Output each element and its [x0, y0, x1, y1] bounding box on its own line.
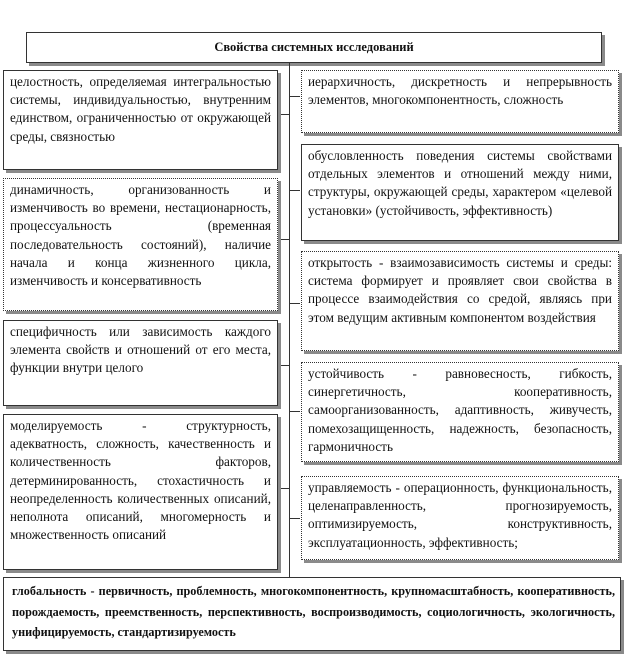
- property-box-hierarchy: иерархичность, дискретность и непрерывность элементов, многокомпонентность, сложность: [301, 70, 619, 133]
- connector-spine: [289, 63, 290, 577]
- property-box-stability: устойчивость - равновесность, гибкость, синергетичность, кооперативность, самоорганизованность, адаптивность, живучесть, помехозащищенность, надежность, безопасность, гармоничность: [301, 362, 619, 462]
- property-box-controllability: управляемость - операционность, функциональность, целенаправленность, прогнозируемость, оптимизируемость, конструктивность, эксплуатационность, эффективность;: [301, 476, 619, 560]
- property-box-modelability: моделируемость - структурность, адекватность, сложность, качественность и количественность факторов, детерминированность, стохастичность и неопределенность количественных описаний, неполнота описаний, многомерность и множественность описаний: [3, 414, 278, 570]
- connector-right-4: [289, 411, 300, 412]
- connector-left-1: [281, 114, 289, 115]
- connector-left-4: [281, 488, 289, 489]
- connector-right-5: [289, 518, 300, 519]
- property-box-integrity: целостность, определяемая интегральностью системы, индивидуальностью, внутренним единством, ограниченностью от окружающей среды, связностью: [3, 70, 278, 170]
- connector-right-1: [289, 96, 300, 97]
- connector-left-3: [281, 365, 289, 366]
- property-box-dynamism: динамичность, организованность и изменчивость во времени, нестационарность, процессуальность (временная последовательность состояний), наличие начала и конца жизненного цикла, изменчивость и консервативность: [3, 178, 278, 311]
- connector-right-3: [289, 303, 300, 304]
- property-box-conditionality: обусловленность поведения системы свойствами отдельных элементов и отношений между ними, структуры, окружающей среды, характером «целевой установки» (устойчивость, эффективность): [301, 144, 619, 241]
- property-box-globality: глобальность - первичность, проблемность, многокомпонентность, крупномасштабность, кооперативность, порождаемость, преемственность, перспективность, воспроизводимость, социологичность, экологичность, унифицируемость, стандартизируемость: [3, 577, 621, 651]
- property-box-openness: открытость - взаимозависимость системы и среды: система формирует и проявляет свои свойства в процессе взаимодействия со средой, являясь при этом ведущим активным компонентом воздействия: [301, 251, 619, 351]
- connector-right-2: [289, 190, 300, 191]
- property-box-specificity: специфичность или зависимость каждого элемента свойств и отношений от его места, функции внутри целого: [3, 320, 278, 406]
- diagram-title: Свойства системных исследований: [26, 32, 602, 63]
- connector-left-2: [281, 239, 289, 240]
